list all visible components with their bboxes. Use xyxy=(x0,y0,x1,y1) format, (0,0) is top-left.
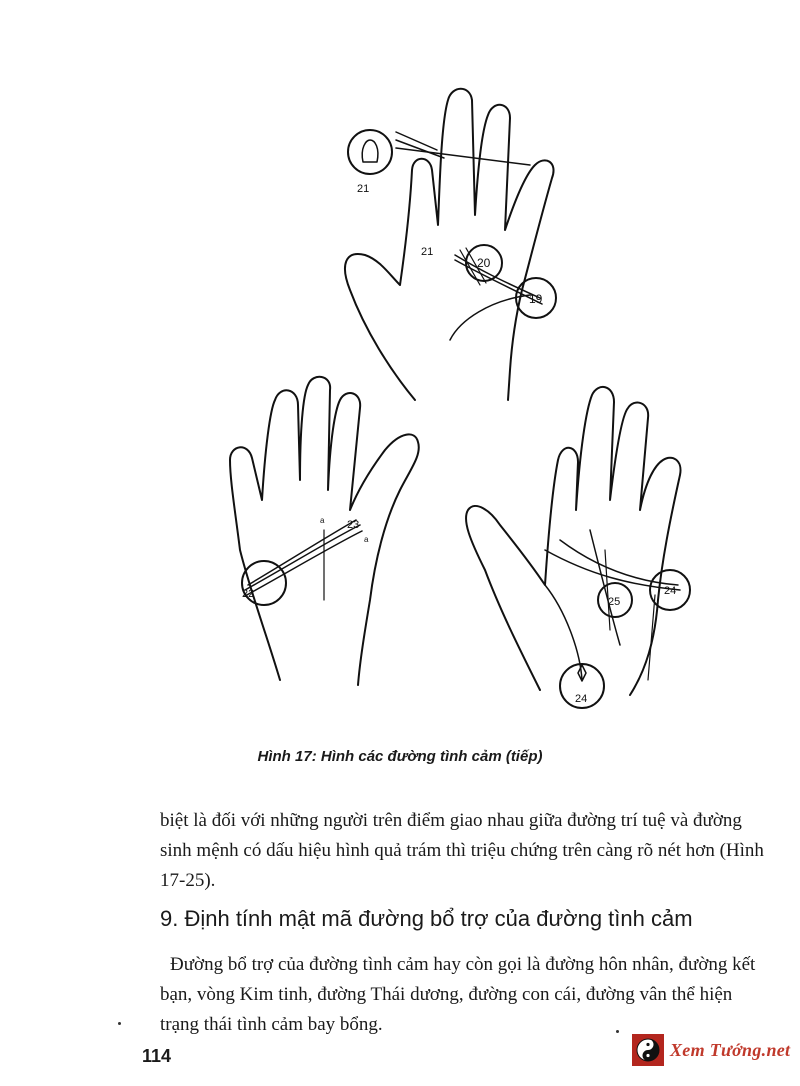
left-hand xyxy=(230,377,419,685)
label-24-right: 24 xyxy=(664,585,677,597)
watermark-text: Xem Tướng.net xyxy=(670,1039,791,1060)
yin-yang-icon xyxy=(632,1034,664,1066)
label-19: 19 xyxy=(529,292,543,306)
palm-drawing xyxy=(200,70,720,730)
label-23: 23 xyxy=(347,519,360,531)
label-22: 22 xyxy=(242,588,255,600)
top-hand xyxy=(345,89,556,400)
scan-speck xyxy=(118,1022,121,1025)
label-20: 20 xyxy=(477,256,491,270)
label-25: 25 xyxy=(608,596,621,608)
body-paragraph: biệt là đối với những người trên điểm giao nhau giữa đường trí tuệ và đường sinh mệnh có dấu hiệu hình quả trám thì triệu chứng trên càng rõ nét hơn (Hình 17-25). xyxy=(160,810,764,891)
label-a-1: a xyxy=(320,516,325,525)
figure-caption: Hình 17: Hình các đường tình cảm (tiếp) xyxy=(257,748,543,765)
label-24-bottom: 24 xyxy=(575,693,588,705)
body-paragraph: Đường bổ trợ của đường tình cảm hay còn gọi là đường hôn nhân, đường kết bạn, vòng Kim tinh, đường Thái dương, đường con cái, đường vân thể hiện trạng thái tình cảm bay bổng. xyxy=(160,954,756,1035)
site-watermark xyxy=(632,1032,797,1068)
label-21-top: 21 xyxy=(357,183,370,195)
right-hand xyxy=(466,387,690,708)
page-number: 114 xyxy=(142,1046,172,1066)
label-21-mid: 21 xyxy=(421,246,434,258)
label-a-2: a xyxy=(364,535,369,544)
palm-illustration xyxy=(200,70,720,730)
section-heading: 9. Định tính mật mã đường bổ trợ của đường tình cảm xyxy=(160,906,693,931)
scan-speck xyxy=(616,1030,619,1033)
